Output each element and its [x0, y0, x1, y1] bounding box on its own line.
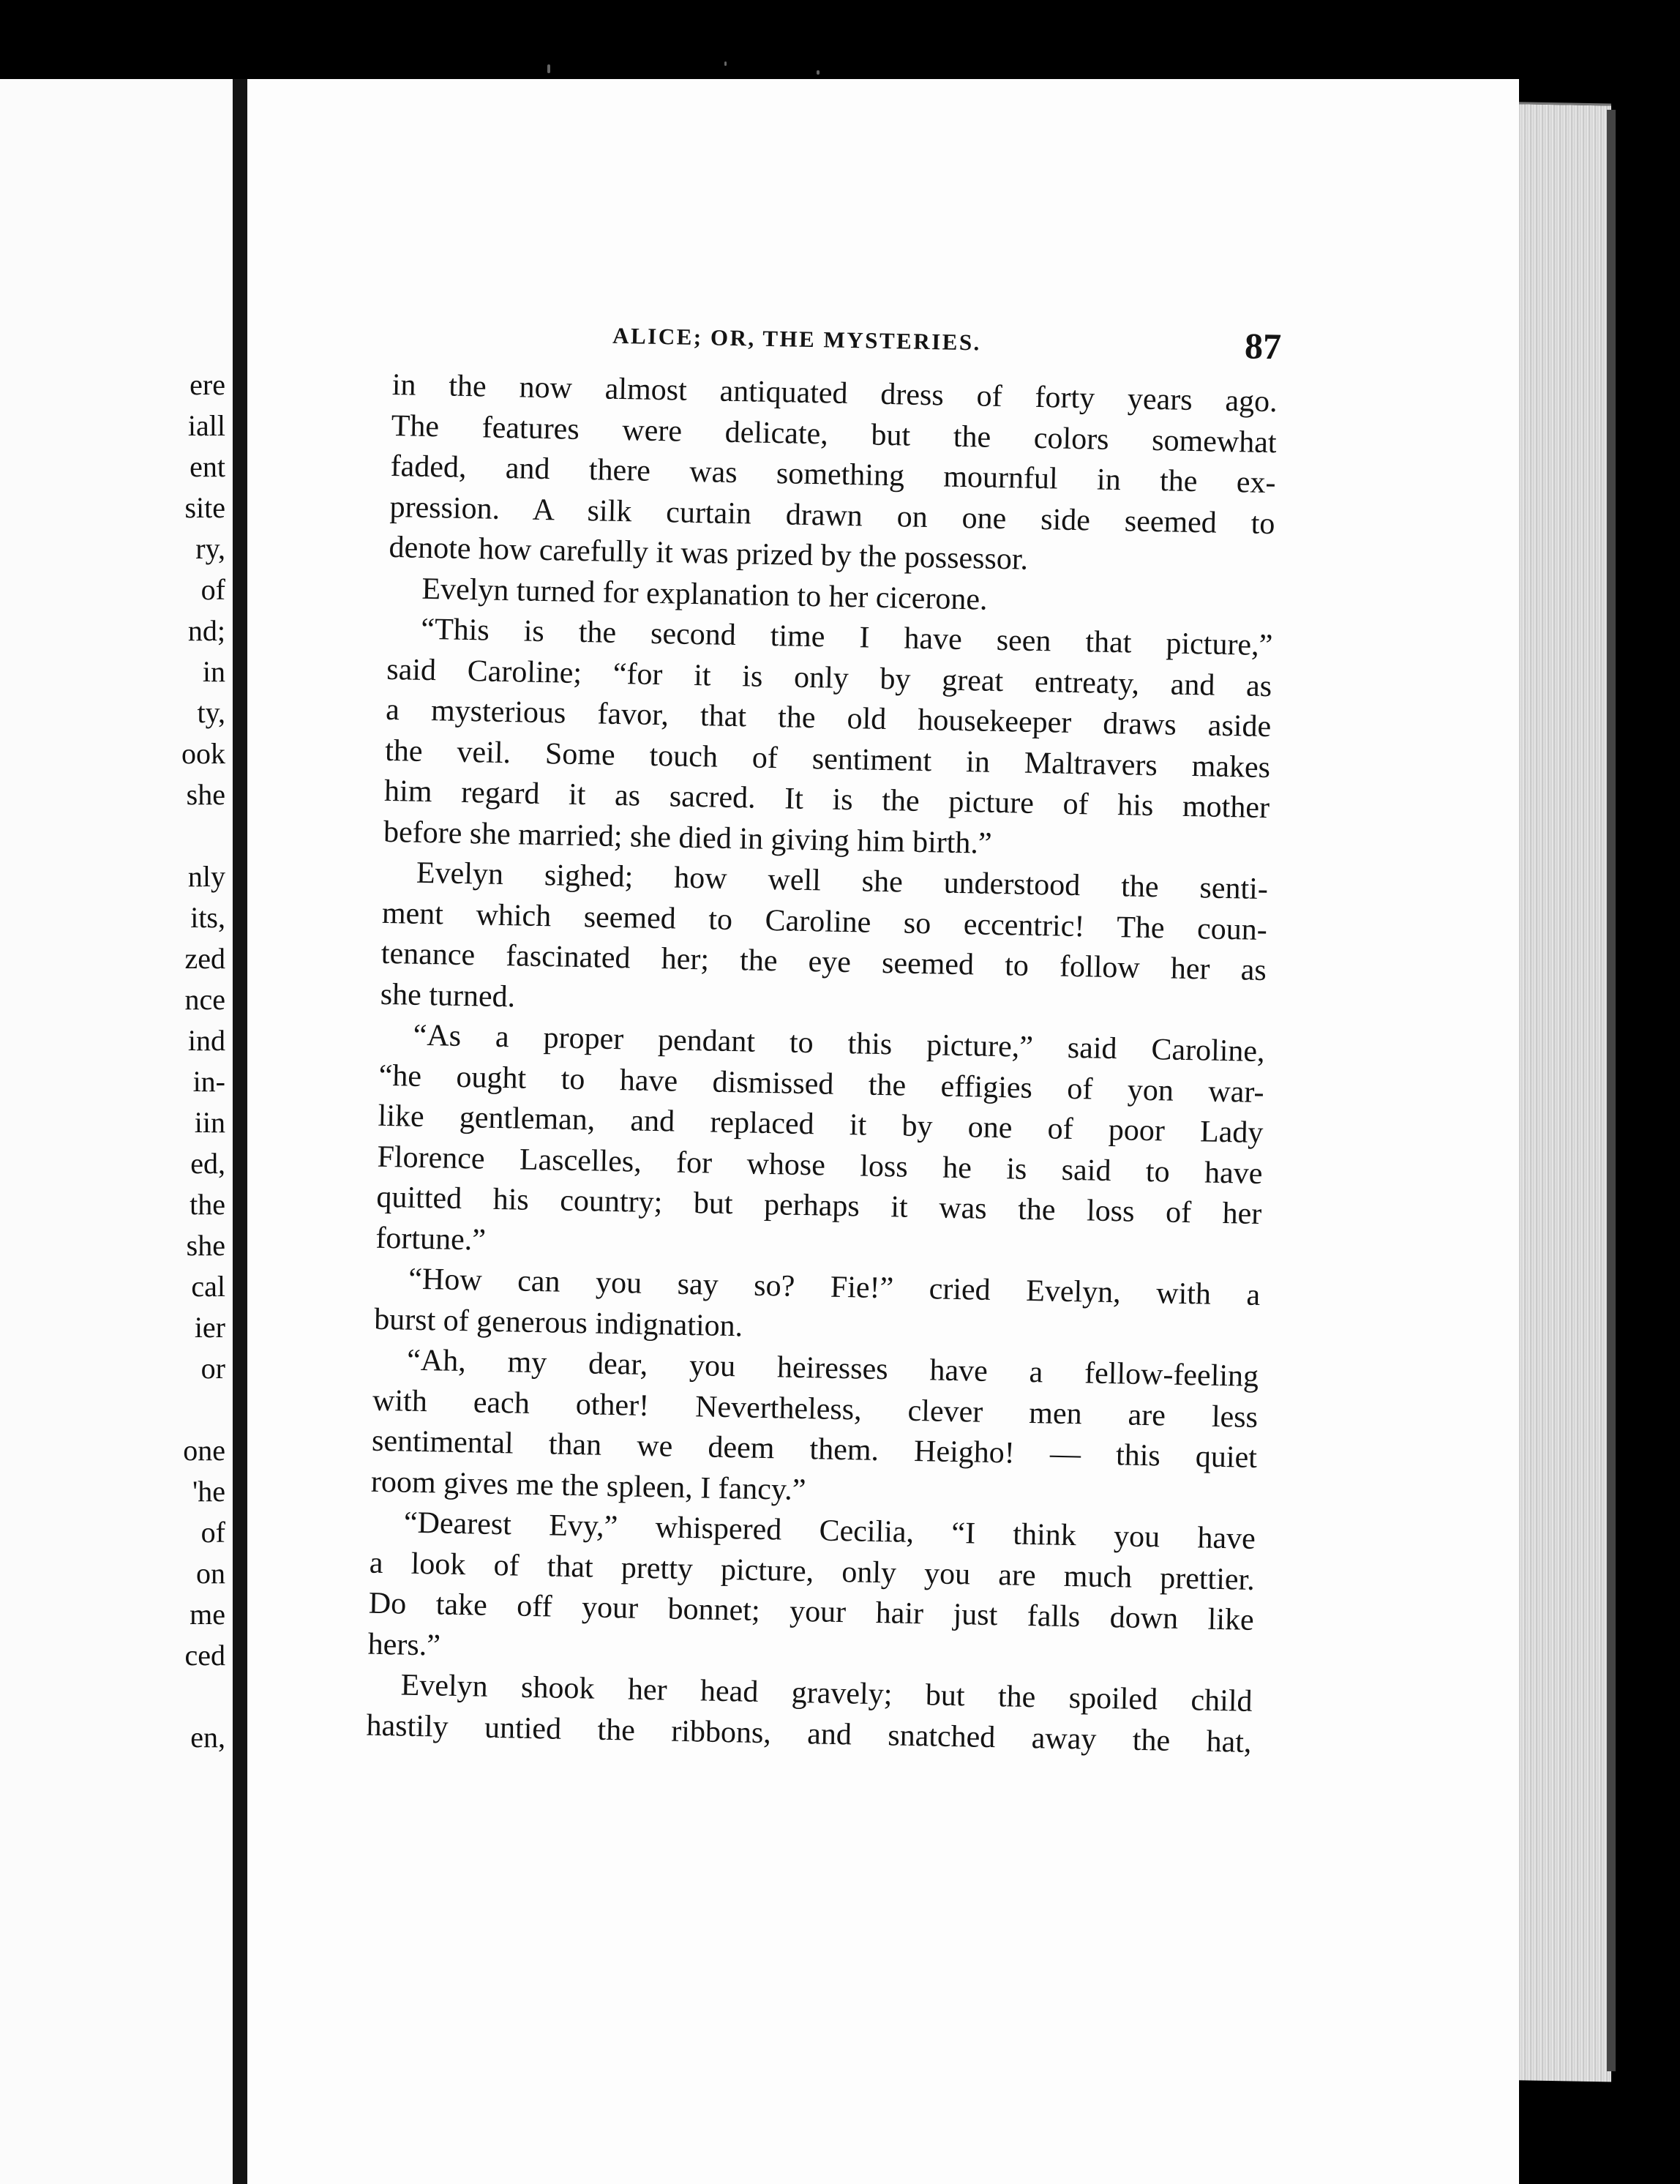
text-line: before she married; she died in giving him birth.”: [383, 815, 993, 861]
text-line: him regard it as sacred. It is the picture of his mother: [383, 774, 1270, 826]
body-text: [366, 365, 1278, 1763]
previous-page-line-fragment: of: [200, 1516, 225, 1549]
previous-page-line-fragment: in: [202, 655, 225, 688]
book-page: [247, 79, 1519, 2184]
previous-page-line-fragment: [6, 1676, 225, 1717]
scan-speck: [817, 70, 820, 75]
text-line: she turned.: [380, 977, 516, 1014]
running-title: ALICE; OR, THE MYSTERIES.: [612, 322, 982, 356]
previous-page-line-fragment: in-: [192, 1065, 225, 1098]
previous-page-line-fragment: zed: [184, 942, 225, 975]
previous-page-line-fragment: on: [196, 1557, 225, 1590]
text-line: ment which seemed to Caroline so eccentric! The coun-: [381, 896, 1268, 947]
previous-page-line-fragment: she: [186, 1229, 225, 1262]
previous-page-line-fragment: ere: [190, 368, 225, 401]
text-line: in the now almost antiquated dress of forty years ago.: [391, 367, 1278, 419]
previous-page-line-fragment: nd;: [187, 614, 225, 647]
text-line: “he ought to have dismissed the effigies of yon war-: [378, 1058, 1264, 1110]
previous-page-line-fragment: site: [184, 491, 225, 524]
previous-page-line-fragment: [6, 815, 225, 856]
previous-page-line-fragment: ed,: [190, 1147, 225, 1180]
scan-speck: [547, 64, 550, 73]
text-line: hastily untied the ribbons, and snatched away the hat,: [366, 1708, 1252, 1759]
previous-page-fragment: [0, 79, 234, 2184]
text-line: denote how carefully it was prized by the possessor.: [389, 530, 1029, 577]
text-line: hers.”: [367, 1627, 441, 1663]
text-line: Evelyn turned for explanation to her cicerone.: [421, 572, 988, 617]
text-line: like gentleman, and replaced it by one of poor Lady: [378, 1099, 1264, 1151]
text-line: fortune.”: [375, 1221, 487, 1257]
previous-page-line-fragment: me: [190, 1598, 225, 1631]
text-line: faded, and there was something mournful in the ex-: [390, 449, 1276, 501]
previous-page-line-fragment: cal: [191, 1270, 225, 1303]
text-line: The features were delicate, but the colors somewhat: [391, 408, 1277, 460]
page-text-block: [366, 302, 1282, 1763]
text-line: the veil. Some touch of sentiment in Maltravers makes: [384, 733, 1271, 785]
text-line: “Ah, my dear, you heiresses have a fellow-feeling: [406, 1343, 1259, 1394]
text-line: “Dearest Evy,” whispered Cecilia, “I think you have: [403, 1506, 1256, 1556]
previous-page-line-fragment: ty,: [197, 696, 225, 729]
previous-page-line-fragment: the: [190, 1188, 225, 1221]
previous-page-line-fragment: ent: [190, 450, 225, 483]
text-line: “This is the second time I have seen that picture,”: [420, 612, 1273, 663]
previous-page-line-ends: [6, 364, 225, 1758]
text-line: sentimental than we deem them. Heigho! — this quiet: [371, 1424, 1258, 1475]
text-line: Do take off your bonnet; your hair just falls down like: [368, 1586, 1255, 1637]
previous-page-line-fragment: 'he: [192, 1475, 225, 1508]
previous-page-line-fragment: she: [186, 778, 225, 811]
book-gutter: [233, 79, 247, 2184]
previous-page-line-fragment: ook: [181, 737, 225, 770]
text-line: Evelyn sighed; how well she understood the senti-: [416, 856, 1269, 907]
previous-page-line-fragment: of: [200, 573, 225, 606]
text-line: a mysterious favor, that the old housekeeper draws aside: [385, 692, 1272, 744]
previous-page-line-fragment: ry,: [195, 532, 225, 565]
text-line: tenance fascinated her; the eye seemed to follow her as: [380, 936, 1267, 988]
text-line: burst of generous indignation.: [373, 1302, 743, 1343]
text-line: said Caroline; “for it is only by great entreaty, and as: [386, 652, 1272, 703]
previous-page-line-fragment: its,: [190, 901, 225, 934]
text-line: quitted his country; but perhaps it was the loss of her: [376, 1180, 1262, 1231]
previous-page-line-fragment: one: [183, 1434, 225, 1467]
previous-page-line-fragment: ind: [187, 1024, 225, 1057]
text-line: with each other! Nevertheless, clever men are less: [372, 1383, 1259, 1435]
scan-speck: [724, 61, 727, 66]
page-edge-shadow: [1607, 110, 1616, 2071]
text-line: “As a proper pendant to this picture,” said Caroline,: [413, 1018, 1266, 1069]
previous-page-line-fragment: iin: [194, 1106, 225, 1139]
text-line: pression. A silk curtain drawn on one side seemed to: [389, 490, 1275, 541]
text-line: Evelyn shook her head gravely; but the spoiled child: [400, 1668, 1253, 1719]
text-line: a look of that pretty picture, only you are much prettier.: [369, 1546, 1256, 1597]
page-number: 87: [1244, 325, 1282, 367]
previous-page-line-fragment: ced: [184, 1639, 225, 1672]
previous-page-line-fragment: en,: [190, 1721, 225, 1754]
text-line: Florence Lascelles, for whose loss he is said to have: [377, 1140, 1263, 1191]
previous-page-line-fragment: iall: [187, 409, 225, 442]
text-line: “How can you say so? Fie!” cried Evelyn, with a: [408, 1262, 1261, 1312]
previous-page-line-fragment: ier: [194, 1311, 225, 1344]
previous-page-line-fragment: [6, 1389, 225, 1430]
previous-page-line-fragment: nce: [184, 983, 225, 1016]
previous-page-line-fragment: nly: [187, 860, 225, 893]
previous-page-line-fragment: or: [200, 1352, 225, 1385]
text-line: room gives me the spleen, I fancy.”: [370, 1465, 806, 1507]
